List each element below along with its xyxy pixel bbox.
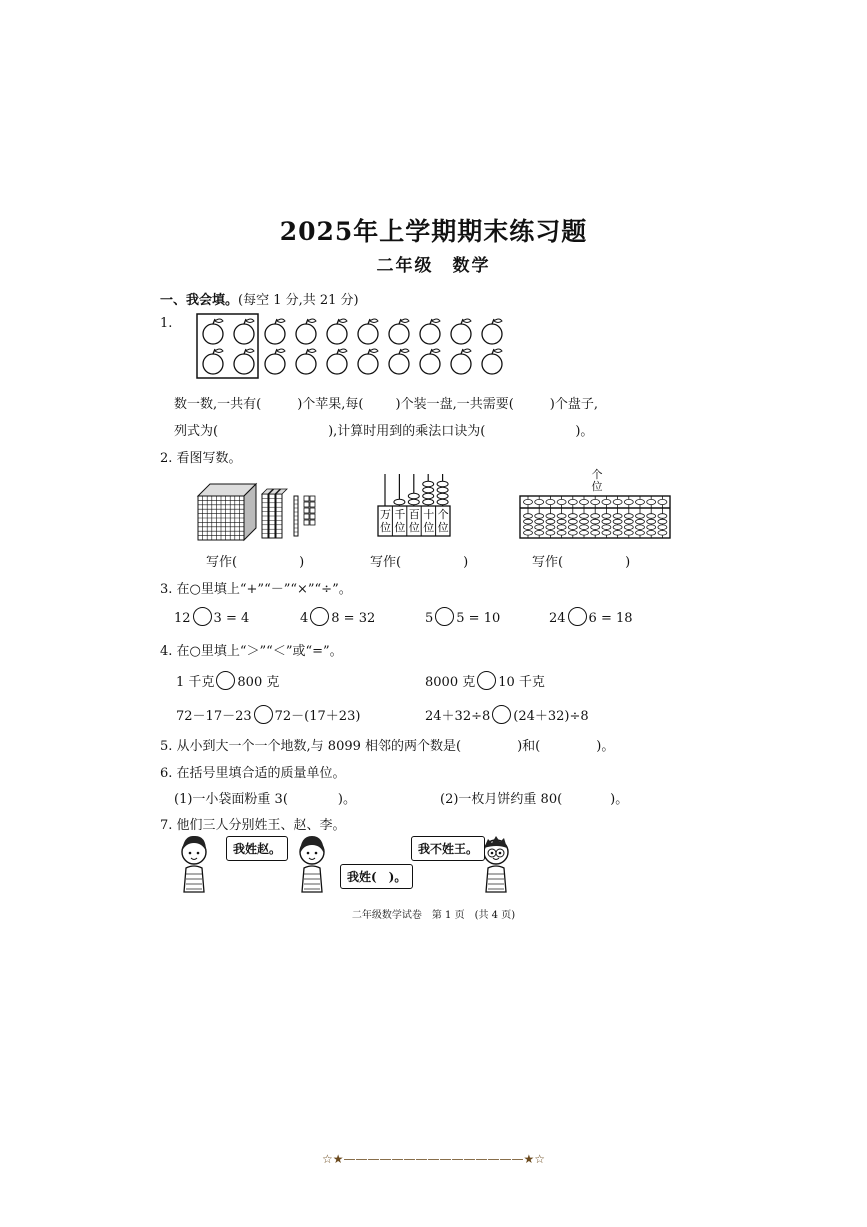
apple-icon: [265, 319, 285, 344]
unit-cube: [304, 520, 309, 525]
operand: 8 = 32: [331, 611, 376, 626]
abacus-label-bai: 百位: [408, 508, 420, 534]
unit-cube: [310, 496, 315, 501]
child-icon: [182, 836, 206, 892]
apple-icon: [420, 349, 440, 374]
q1-text-b: )个苹果,每(: [297, 397, 364, 412]
page-subtitle: 二年级 数学: [376, 256, 491, 276]
section-heading: [160, 289, 359, 308]
counter-bead: [591, 525, 600, 530]
base-ten-blocks-illustration: [196, 482, 326, 542]
counter-bead: [647, 519, 656, 524]
counter-bead: [658, 499, 667, 504]
operand: (24＋32)÷8: [513, 709, 589, 724]
speech-bubble-zhao: 我姓赵。: [226, 836, 288, 861]
q3-item: [300, 609, 375, 628]
apple-icon: [327, 319, 347, 344]
child-icon: [484, 836, 508, 892]
counter-bead: [557, 525, 566, 530]
q6-label: 6. 在括号里填合适的质量单位。: [160, 766, 346, 781]
counter-bead: [568, 499, 577, 504]
answer-circle[interactable]: [193, 607, 212, 626]
counter-bead: [658, 519, 667, 524]
apple-icon: [203, 349, 223, 374]
answer-circle[interactable]: [254, 705, 273, 724]
apple-icon: [296, 349, 316, 374]
counter-bead: [658, 514, 667, 519]
counter-bead: [580, 514, 589, 519]
abacus-bead: [437, 481, 448, 487]
counter-bead: [568, 525, 577, 530]
counter-bead: [602, 531, 611, 536]
counter-label: 个位: [591, 468, 603, 493]
apple-icon: [451, 349, 471, 374]
abacus-label-ge: 个位: [437, 508, 449, 534]
q6-text: )。: [337, 792, 356, 807]
apple-icon: [358, 319, 378, 344]
operand: 72－(17＋23): [274, 709, 361, 724]
write-label: 写作(: [370, 555, 402, 570]
write-answer-1: [206, 551, 304, 570]
q1-line2: [174, 420, 593, 439]
counter-bead: [647, 531, 656, 536]
counter-bead: [624, 514, 633, 519]
abacus-bead: [423, 499, 434, 505]
counter-bead: [613, 519, 622, 524]
thousand-cube: [198, 484, 256, 540]
counter-bead: [546, 499, 555, 504]
unit-cube: [310, 508, 315, 513]
counter-bead: [535, 499, 544, 504]
speech-bubble-not-wang: 我不姓王。: [411, 836, 485, 861]
answer-circle[interactable]: [477, 671, 496, 690]
q6-text: )。: [610, 792, 629, 807]
counter-bead: [580, 531, 589, 536]
abacus-bead: [437, 487, 448, 493]
answer-circle[interactable]: [435, 607, 454, 626]
unit-cube: [304, 496, 309, 501]
counter-bead: [524, 519, 533, 524]
operand: 4: [300, 611, 309, 626]
counter-bead: [557, 514, 566, 519]
operand: 24: [549, 611, 566, 626]
apple-icon: [234, 319, 254, 344]
operand: 5 = 10: [456, 611, 501, 626]
counter-bead: [535, 531, 544, 536]
q5-text-c: )。: [596, 739, 615, 754]
counter-bead: [636, 499, 645, 504]
apple-icon: [327, 349, 347, 374]
hundred-flat: [276, 489, 287, 538]
apple-grid-illustration: [195, 312, 515, 382]
abacus-bead: [423, 481, 434, 487]
write-answer-2: [370, 551, 468, 570]
apple-icon: [358, 349, 378, 374]
unit-cube: [304, 502, 309, 507]
q1-text-d: )个盘子,: [549, 397, 598, 412]
counter-bead: [613, 499, 622, 504]
counter-bead: [546, 525, 555, 530]
abacus-label-shi: 十位: [423, 508, 435, 534]
unit-cube: [304, 514, 309, 519]
q1-text-e: 列式为(: [174, 424, 219, 439]
child-icon: [300, 836, 324, 892]
abacus-bead: [437, 499, 448, 505]
unit-cube: [304, 508, 309, 513]
q4-label: 4. 在○里填上“＞”“＜”或“=”。: [160, 644, 343, 659]
counter-bead: [524, 514, 533, 519]
q6-text: (2)一枚月饼约重 80(: [440, 792, 563, 807]
abacus-bead: [408, 493, 419, 499]
counter-bead: [524, 499, 533, 504]
counter-bead: [624, 519, 633, 524]
operand: 3 = 4: [213, 611, 250, 626]
counter-bead: [636, 525, 645, 530]
counter-bead: [580, 499, 589, 504]
q5-text-a: 5. 从小到大一个一个地数,与 8099 相邻的两个数是(: [160, 739, 462, 754]
page-footer: 二年级数学试卷 第 1 页 (共 4 页): [351, 910, 516, 921]
q1-number: 1.: [160, 316, 173, 331]
q7-label: 7. 他们三人分别姓王、赵、李。: [160, 818, 346, 833]
write-label: 写作(: [206, 555, 238, 570]
apple-icon: [482, 319, 502, 344]
ten-rod: [294, 496, 298, 536]
abacus-bead: [423, 493, 434, 499]
q5-line: [160, 735, 614, 754]
counter-bead: [580, 519, 589, 524]
q4-item: [425, 671, 545, 692]
operand: 1 千克: [176, 675, 215, 690]
answer-circle[interactable]: [492, 705, 511, 724]
counter-bead: [535, 519, 544, 524]
q4-item: [176, 671, 279, 692]
answer-circle[interactable]: [568, 607, 587, 626]
unit-cube: [310, 520, 315, 525]
operand: 10 千克: [498, 675, 545, 690]
speech-bubble-blank: 我姓( )。: [340, 864, 413, 889]
counter-bead: [568, 531, 577, 536]
operand: 5: [425, 611, 434, 626]
apple-icon: [389, 349, 409, 374]
counter-bead: [602, 514, 611, 519]
abacus-bead: [408, 499, 419, 505]
operand: 72－17－23: [176, 709, 252, 724]
apple-icon: [265, 349, 285, 374]
abacus-bead: [423, 487, 434, 493]
counter-bead: [647, 525, 656, 530]
answer-circle[interactable]: [216, 671, 235, 690]
counter-bead: [602, 519, 611, 524]
write-answer-3: [532, 551, 630, 570]
counter-bead: [658, 531, 667, 536]
counter-bead: [624, 531, 633, 536]
q3-label: 3. 在○里填上“+”“－”“×”“÷”。: [160, 582, 352, 597]
write-close: ): [463, 555, 469, 570]
apple-icon: [203, 319, 223, 344]
q2-label: 2. 看图写数。: [160, 451, 242, 466]
counter-bead: [568, 514, 577, 519]
counter-bead: [535, 514, 544, 519]
counter-bead: [602, 525, 611, 530]
answer-circle[interactable]: [310, 607, 329, 626]
q1-line1: [174, 393, 598, 412]
unit-cube: [310, 502, 315, 507]
counter-bead: [624, 525, 633, 530]
q6-part2: [440, 788, 628, 807]
abacus-label-wan: 万位: [380, 508, 391, 534]
counter-bead: [613, 525, 622, 530]
counter-bead: [524, 531, 533, 536]
q6-text: (1)一小袋面粉重 3(: [174, 792, 288, 807]
q3-item: [174, 609, 249, 628]
counter-bead: [557, 519, 566, 524]
counter-bead: [557, 531, 566, 536]
apple-icon: [296, 319, 316, 344]
q4-item: [425, 705, 589, 726]
q3-item: [425, 609, 500, 628]
counter-bead: [647, 514, 656, 519]
counter-bead: [580, 525, 589, 530]
apple-icon: [420, 319, 440, 344]
star-divider: ☆★———————————————★☆: [321, 1152, 546, 1166]
abacus-label-qian: 千位: [394, 508, 406, 534]
section-title: 一、我会填。: [160, 293, 239, 308]
counter-bead: [546, 531, 555, 536]
apple-icon: [389, 319, 409, 344]
counter-bead: [624, 499, 633, 504]
q1-text-f: ),计算时用到的乘法口诀为(: [328, 424, 486, 439]
counter-bead: [557, 499, 566, 504]
operand: 12: [174, 611, 191, 626]
q1-text-g: )。: [575, 424, 594, 439]
q3-item: [549, 609, 633, 628]
counter-bead: [602, 499, 611, 504]
q1-text-c: )个装一盘,一共需要(: [395, 397, 514, 412]
operand: 800 克: [237, 675, 280, 690]
counter-bead: [546, 519, 555, 524]
counter-bead: [591, 531, 600, 536]
counter-bead: [647, 499, 656, 504]
abacus-bead: [437, 493, 448, 499]
counter-bead: [613, 531, 622, 536]
bead-counter-illustration: [518, 494, 673, 540]
counter-bead: [591, 514, 600, 519]
q5-text-b: )和(: [517, 739, 541, 754]
write-close: ): [299, 555, 305, 570]
operand: 8000 克: [425, 675, 476, 690]
counter-bead: [636, 531, 645, 536]
counter-bead: [636, 519, 645, 524]
counter-bead: [636, 514, 645, 519]
abacus-bead: [394, 499, 405, 505]
apple-icon: [482, 349, 502, 374]
counter-bead: [568, 519, 577, 524]
abacus-illustration: [376, 472, 456, 540]
operand: 24＋32÷8: [425, 709, 491, 724]
unit-cube: [310, 514, 315, 519]
counter-bead: [591, 499, 600, 504]
write-close: ): [625, 555, 631, 570]
page-title: 2025年上学期期末练习题: [279, 217, 588, 246]
counter-bead: [658, 525, 667, 530]
q1-text-a: 数一数,一共有(: [174, 397, 262, 412]
counter-bead: [546, 514, 555, 519]
counter-bead: [613, 514, 622, 519]
apple-icon: [234, 349, 254, 374]
write-label: 写作(: [532, 555, 564, 570]
counter-bead: [524, 525, 533, 530]
counter-bead: [535, 525, 544, 530]
apple-icon: [451, 319, 471, 344]
q4-item: [176, 705, 360, 726]
section-note: (每空 1 分,共 21 分): [238, 293, 359, 308]
operand: 6 = 18: [588, 611, 633, 626]
q6-part1: [174, 788, 356, 807]
counter-bead: [591, 519, 600, 524]
